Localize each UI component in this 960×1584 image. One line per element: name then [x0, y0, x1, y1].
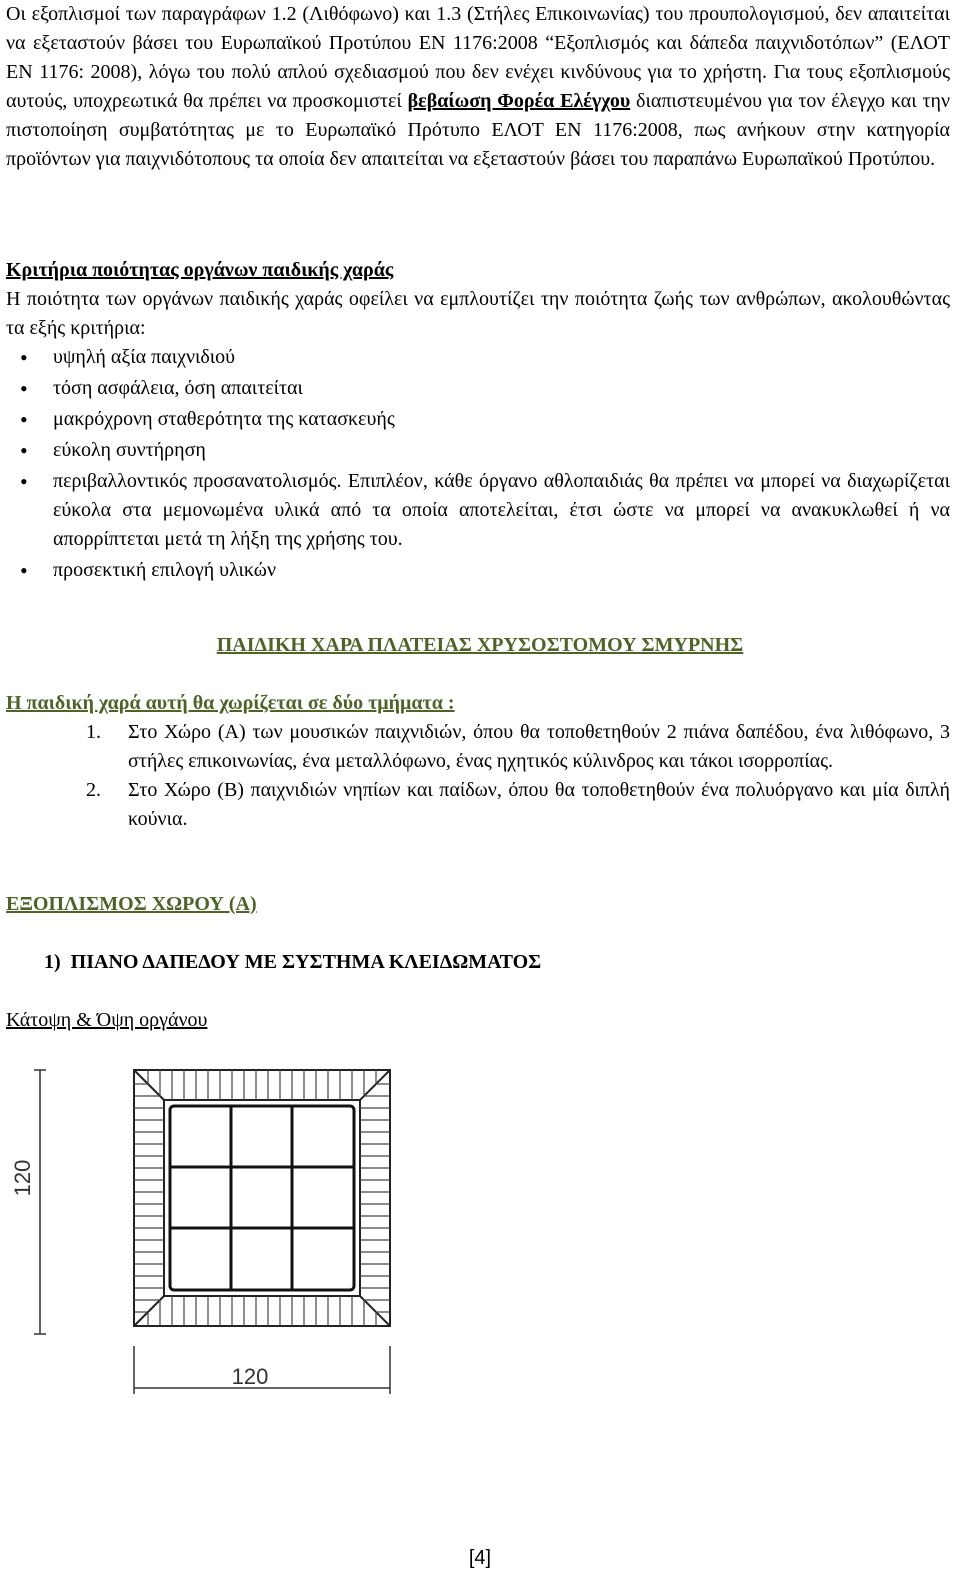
piano-plan-drawing	[0, 1060, 420, 1420]
list-item: • περιβαλλοντικός προσανατολισμός. Επιπλέον, κάθε όργανο αθλοπαιδιάς θα πρέπει να μπορεί να διαχωρίζεται εύκολα στα μεμονωμένα υλικά από τα οποία αποτελείται, έτσι ώστε να μπορεί να ανακυκλωθεί ή να απορρίπτεται μετά τη λήξη της χρήσης του.	[6, 467, 950, 554]
list-item	[6, 776, 950, 834]
height-dimension-label: 120	[10, 1159, 35, 1197]
criteria-heading: Κριτήρια ποιότητας οργάνων παιδικής χαράς	[6, 259, 394, 281]
list-item: • προσεκτική επιλογή υλικών	[6, 556, 950, 585]
list-item: • μακρόχρονη σταθερότητα της κατασκευής	[6, 405, 950, 434]
list-item: • υψηλή αξία παιχνιδιού	[6, 343, 950, 372]
list-number: 2.	[86, 779, 101, 801]
piano-keys-grid	[170, 1106, 354, 1290]
page-number: [4]	[468, 1547, 492, 1569]
intro-bold-phrase: βεβαίωση Φορέα Ελέγχου	[407, 90, 631, 112]
list-item: • εύκολη συντήρηση	[6, 436, 950, 465]
list-item	[6, 718, 950, 776]
plan-label: Κάτοψη & Όψη οργάνου	[6, 1009, 208, 1031]
sections-list	[6, 718, 950, 834]
intro-paragraph	[6, 0, 950, 174]
criteria-list	[6, 343, 950, 587]
item-title: ΠΙΑΝΟ ΔΑΠΕΔΟΥ ΜΕ ΣΥΣΤΗΜΑ ΚΛΕΙΔΩΜΑΤΟΣ	[70, 951, 542, 973]
list-text: Στο Χώρο (Α) των μουσικών παιχνιδιών, όπου θα τοποθετηθούν 2 πιάνα δαπέδου, ένα λιθόφωνο, 3 στήλες επικοινωνίας, ένα μεταλλόφωνο, ένας ηχητικός κύλινδρος και τάκοι ισορροπίας.	[128, 721, 950, 772]
list-number: 1.	[86, 721, 101, 743]
equipment-heading: ΕΞΟΠΛΙΣΜΟΣ ΧΩΡΟΥ (Α)	[6, 893, 257, 915]
list-text: Στο Χώρο (Β) παιχνιδιών νηπίων και παίδων, όπου θα τοποθετηθούν ένα πολυόργανο και μία διπλή κούνια.	[128, 779, 950, 830]
intro-text-2: διαπιστευμένου για τον έλεγχο και την πιστοποίηση συμβατότητας με το Ευρωπαϊκό Πρότυπο ΕΛΟΤ ΕΝ 1176:2008, πως ανήκουν στην κατηγορία προϊόντων για παιχνιδότοπους τα οποία δεν απαιτείται να εξεταστούν βάσει του παραπάνω Ευρωπαϊκού Προτύπου.	[6, 90, 951, 170]
item-heading	[44, 948, 541, 977]
sections-heading: Η παιδική χαρά αυτή θα χωρίζεται σε δύο τμήματα :	[6, 692, 455, 714]
width-dimension-label: 120	[231, 1364, 269, 1389]
height-dimension	[34, 1070, 46, 1334]
intro-text-1: Οι εξοπλισμοί των παραγράφων 1.2 (Λιθόφωνο) και 1.3 (Στήλες Επικοινωνίας) του προυπολογισμού, δεν απαιτείται να εξεταστούν βάσει του Ευρωπαϊκού Προτύπου ΕΝ 1176:2008 “Εξοπλισμός και δάπεδα παιχνιδοτόπων” (ΕΛΟΤ ΕΝ 1176: 2008), λόγω του πολύ απλού σχεδιασμού που δεν ενέχει κινδύνους για το χρήστη. Για τους εξοπλισμούς αυτούς, υποχρεωτικά θα πρέπει να προσκομιστεί	[6, 3, 950, 112]
criteria-paragraph: Η ποιότητα των οργάνων παιδικής χαράς οφείλει να εμπλουτίζει την ποιότητα ζωής των ανθρώπων, ακολουθώντας τα εξής κριτήρια:	[6, 288, 950, 339]
playground-title: ΠΑΙΔΙΚΗ ΧΑΡΑ ΠΛΑΤΕΙΑΣ ΧΡΥΣΟΣΤΟΜΟΥ ΣΜΥΡΝΗΣ	[216, 634, 744, 656]
list-item: • τόση ασφάλεια, όση απαιτείται	[6, 374, 950, 403]
item-number: 1)	[44, 951, 61, 973]
